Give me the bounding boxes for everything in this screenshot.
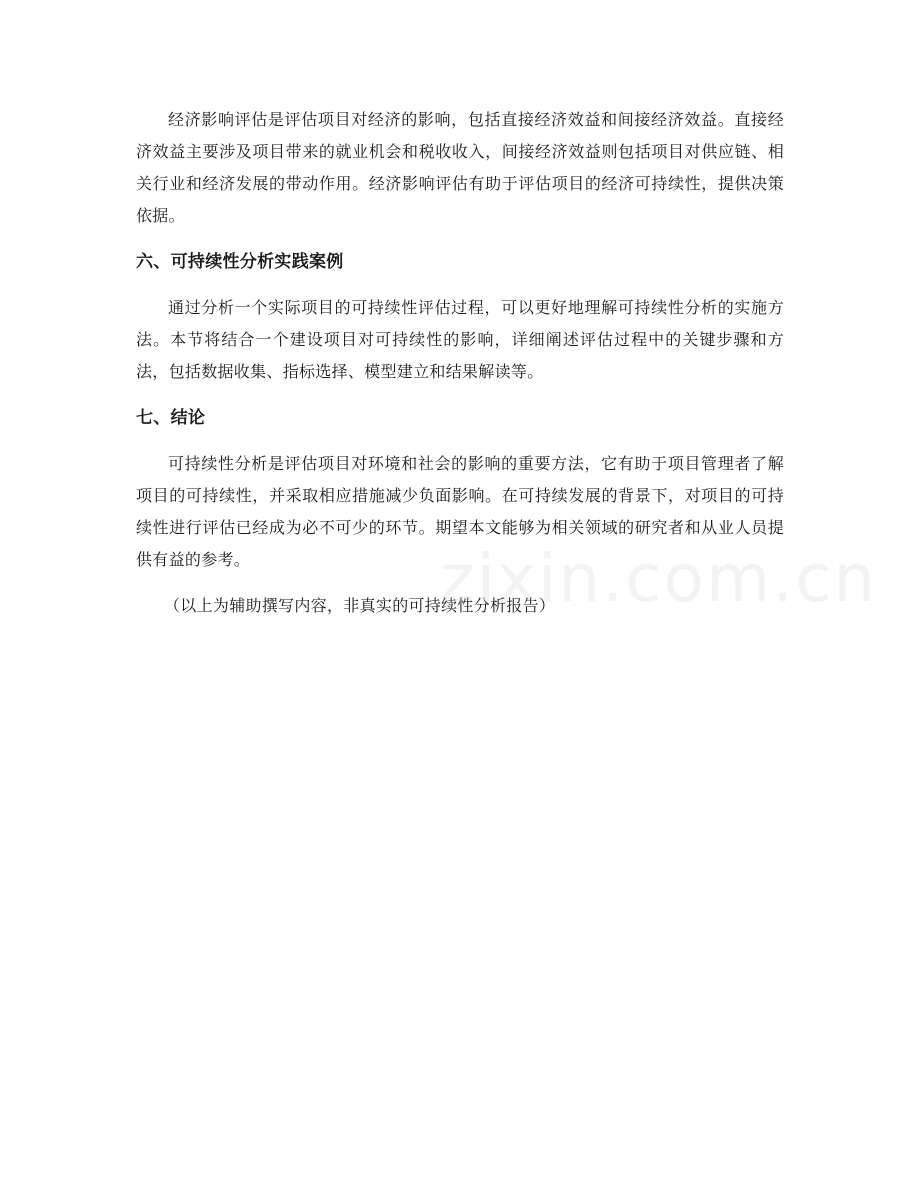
watermark-text: zixin.com.cn bbox=[440, 540, 878, 617]
section-7-heading: 七、结论 bbox=[136, 408, 206, 428]
section-6-paragraph: 通过分析一个实际项目的可持续性评估过程，可以更好地理解可持续性分析的实施方法。本节将结合一个建设项目对可持续性的影响，详细阐述评估过程中的关键步骤和方法，包括数据收集、指标选择、模型建立和结果解读等。 bbox=[136, 298, 784, 381]
section-6-heading: 六、可持续性分析实践案例 bbox=[136, 252, 344, 272]
disclaimer-note: （以上为辅助撰写内容，非真实的可持续性分析报告） bbox=[164, 596, 556, 615]
economic-impact-paragraph: 经济影响评估是评估项目对经济的影响，包括直接经济效益和间接经济效益。直接经济效益主要涉及项目带来的就业机会和税收收入，间接经济效益则包括项目对供应链、相关行业和经济发展的带动作用。经济影响评估有助于评估项目的经济可持续性，提供决策依据。 bbox=[136, 110, 784, 225]
document-body bbox=[136, 104, 784, 622]
section-7-paragraph: 可持续性分析是评估项目对环境和社会的影响的重要方法，它有助于项目管理者了解项目的可持续性，并采取相应措施减少负面影响。在可持续发展的背景下，对项目的可持续性进行评估已经成为必不可少的环节。期望本文能够为相关领域的研究者和从业人员提供有益的参考。 bbox=[136, 454, 784, 569]
